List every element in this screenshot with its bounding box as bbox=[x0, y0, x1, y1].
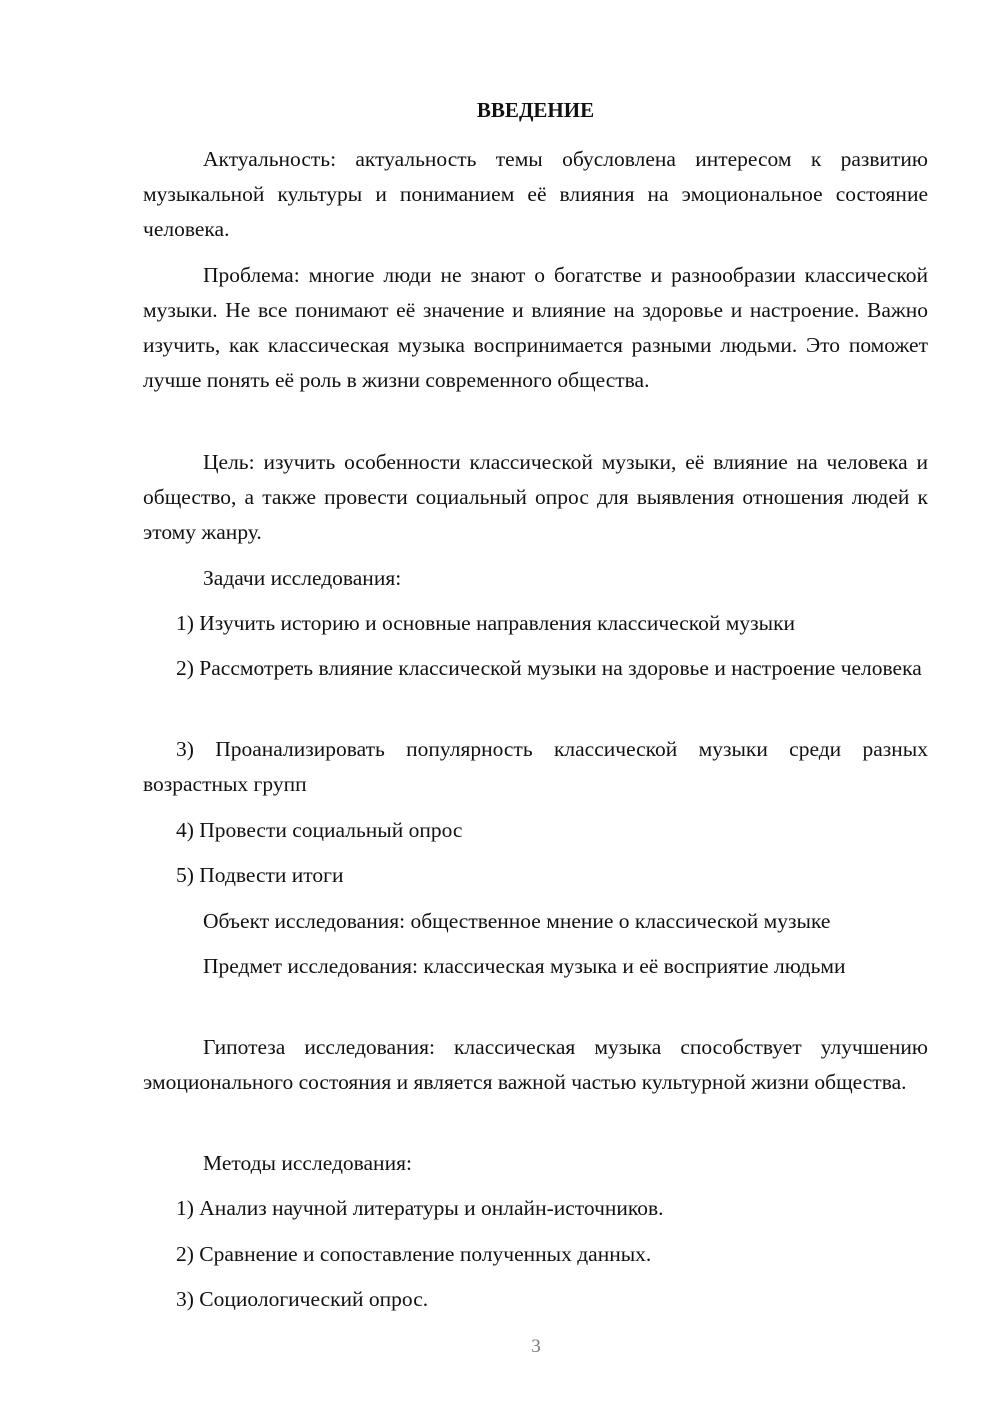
method-item-3: 3) Социологический опрос. bbox=[176, 1287, 429, 1311]
paragraph-problem: Проблема: многие люди не знают о богатстве и разнообразии классической музыки. Не все понимают её значение и влияние на здоровье и настроение. Важно изучить, как классическая музыка воспринимается разными людьми. Это поможет лучше понять её роль в жизни современного общества. bbox=[143, 263, 928, 392]
tasks-heading: Задачи исследования: bbox=[203, 566, 402, 590]
task-item-1: 1) Изучить историю и основные направления классической музыки bbox=[176, 611, 796, 635]
page-title: ВВЕДЕНИЕ bbox=[476, 98, 595, 122]
methods-heading: Методы исследования: bbox=[203, 1151, 412, 1175]
paragraph-relevance: Актуальность: актуальность темы обусловлена интересом к развитию музыкальной культуры и пониманием её влияния на эмоциональное состояние человека. bbox=[143, 147, 928, 241]
method-item-2: 2) Сравнение и сопоставление полученных данных. bbox=[176, 1242, 652, 1266]
paragraph-hypothesis: Гипотеза исследования: классическая музыка способствует улучшению эмоционального состояния и является важной частью культурной жизни общества. bbox=[143, 1035, 928, 1094]
paragraph-subject: Предмет исследования: классическая музыка и её восприятие людьми bbox=[203, 954, 846, 978]
paragraph-object: Объект исследования: общественное мнение о классической музыке bbox=[203, 909, 831, 933]
paragraph-goal: Цель: изучить особенности классической музыки, её влияние на человека и общество, а также провести социальный опрос для выявления отношения людей к этому жанру. bbox=[143, 450, 928, 544]
task-item-3: 3) Проанализировать популярность классической музыки среди разных возрастных групп bbox=[143, 737, 928, 796]
task-item-5: 5) Подвести итоги bbox=[176, 863, 344, 887]
task-item-2: 2) Рассмотреть влияние классической музыки на здоровье и настроение человека bbox=[176, 656, 922, 680]
method-item-1: 1) Анализ научной литературы и онлайн-источников. bbox=[176, 1196, 664, 1220]
task-item-4: 4) Провести социальный опрос bbox=[176, 818, 463, 842]
page-number: 3 bbox=[531, 1336, 541, 1357]
